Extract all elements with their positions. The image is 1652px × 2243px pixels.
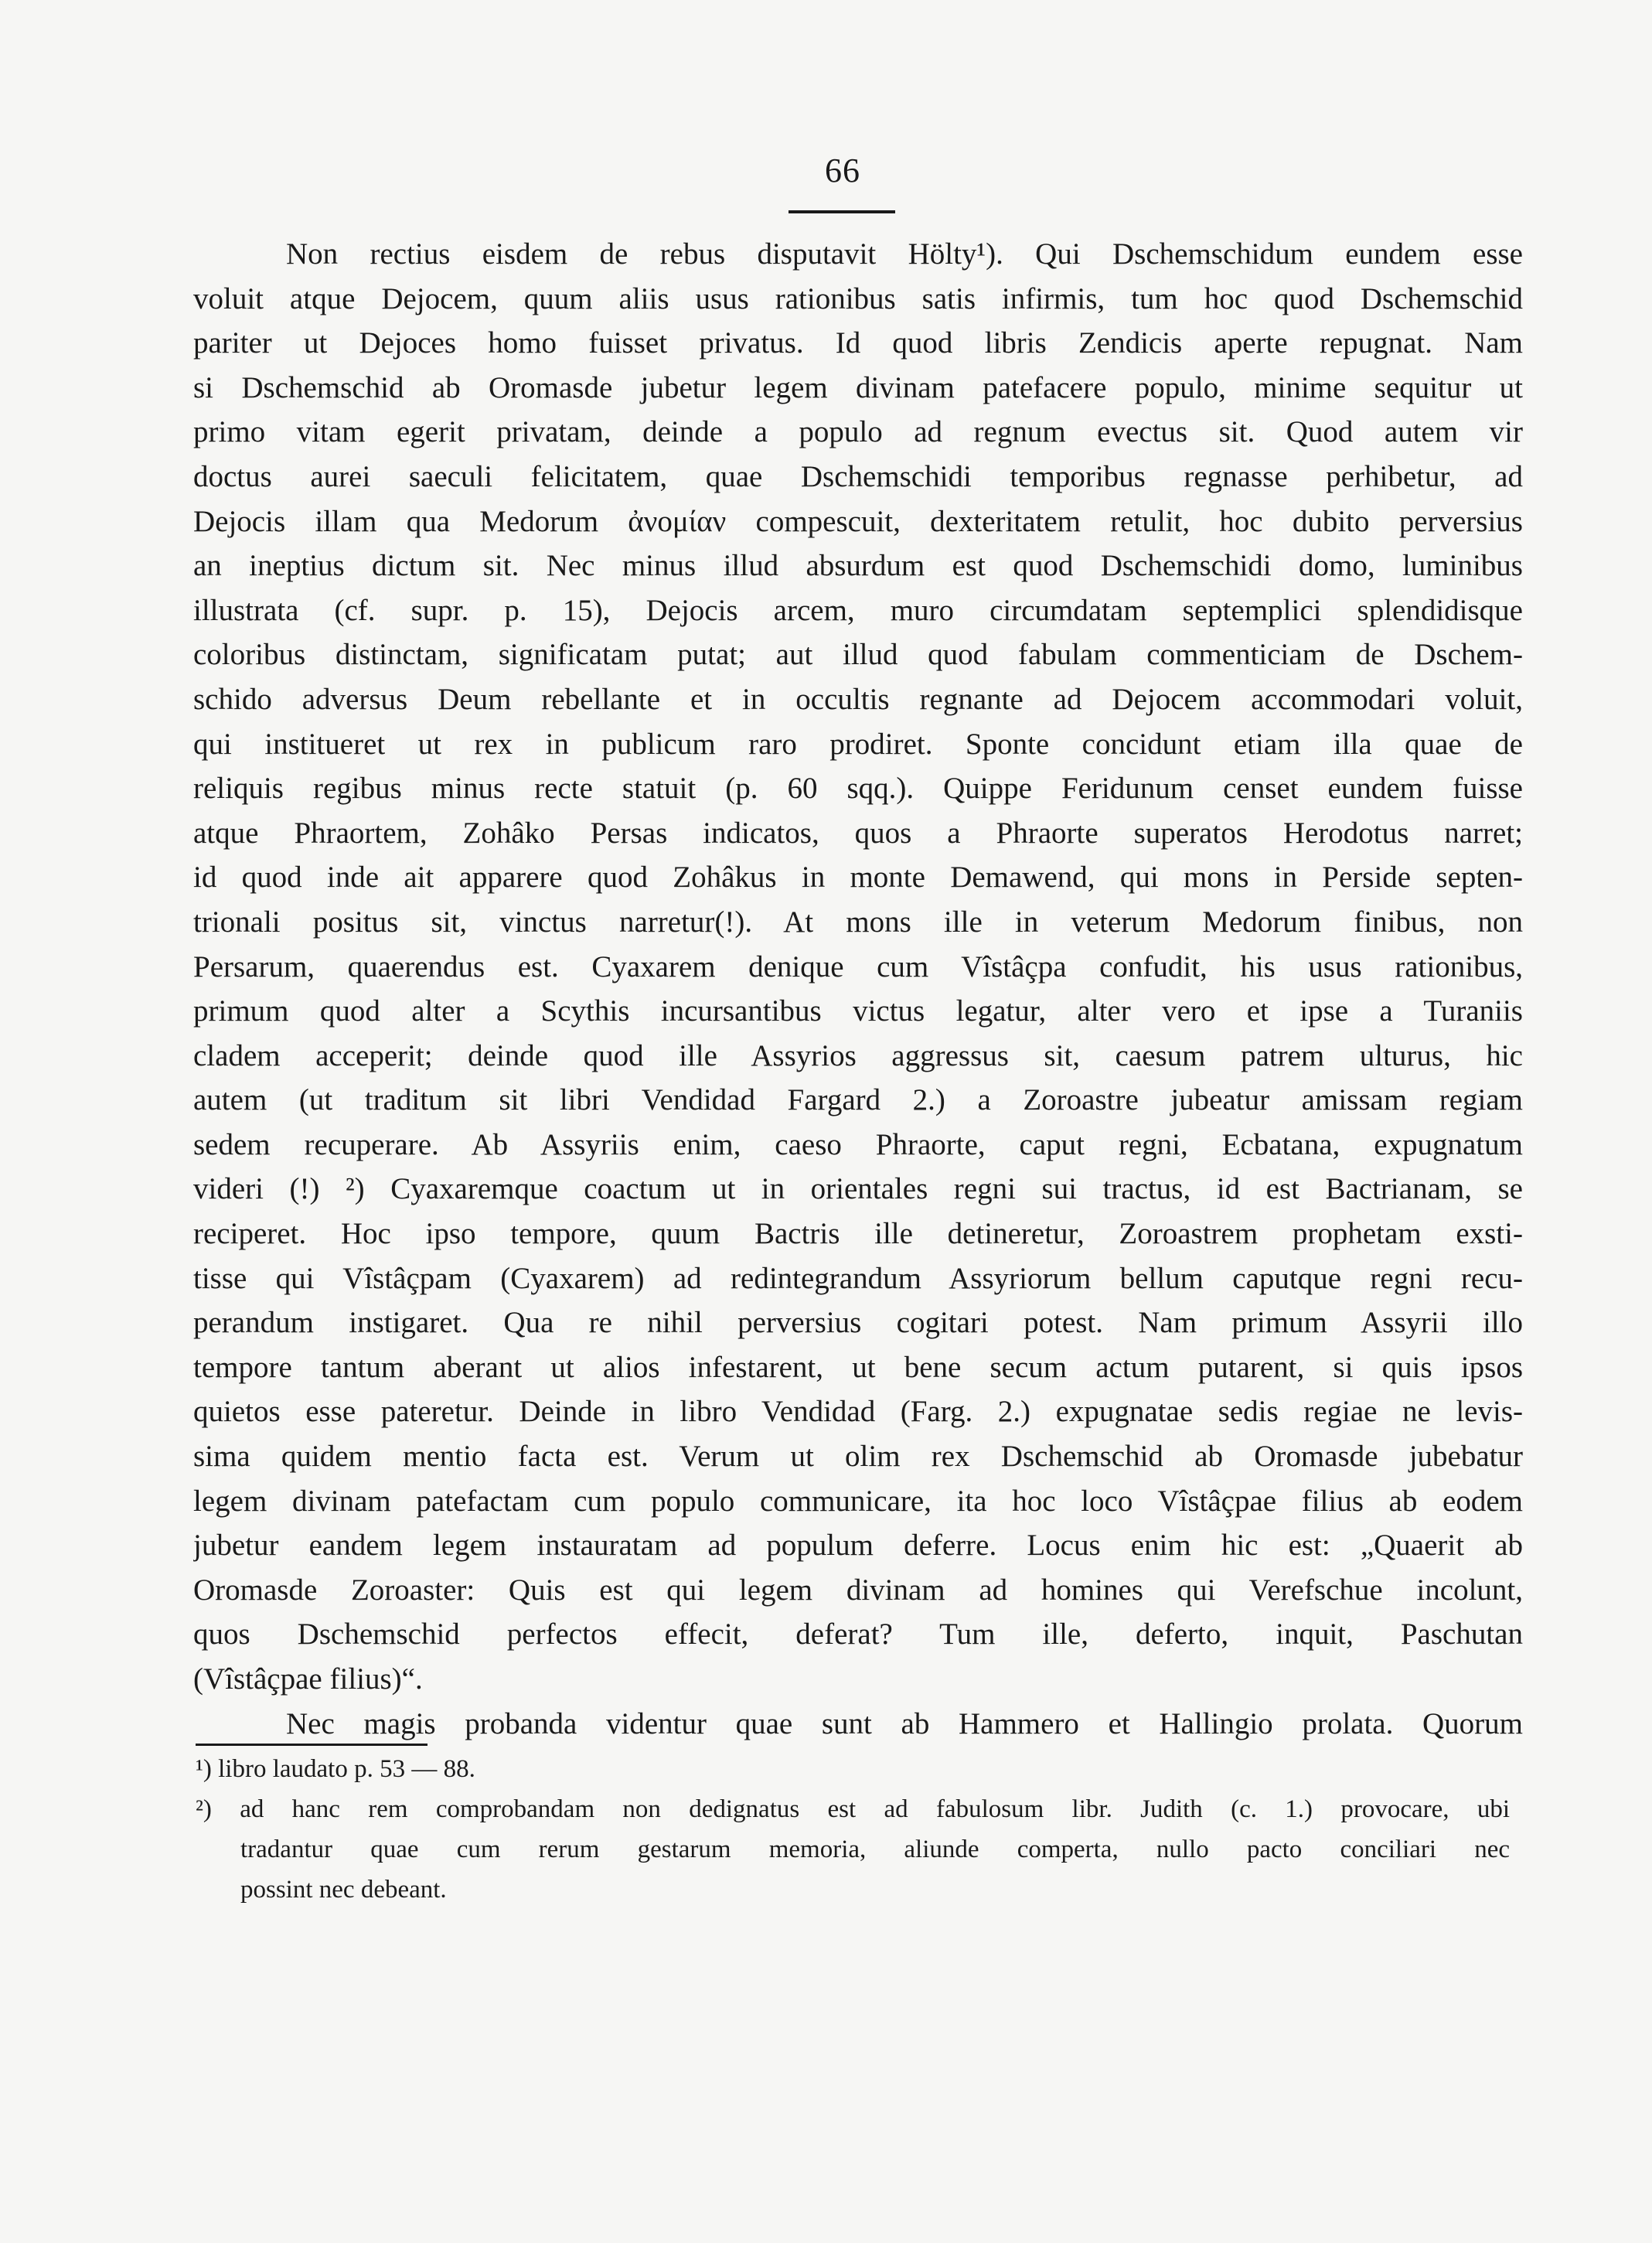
text-line: autem (ut traditum sit libri Vendidad Fargard 2.) a Zoroastre jubeatur amissam regiam [193,1083,1523,1117]
text-line: qui institueret ut rex in publicum raro prodiret. Sponte concidunt etiam illa quae de [193,727,1523,761]
body-text [193,232,1523,1746]
text-line: quietos esse pateretur. Deinde in libro Vendidad (Farg. 2.) expugnatae sedis regiae ne levis- [193,1395,1523,1429]
text-line: legem divinam patefactam cum populo communicare, ita hoc loco Vîstâçpae filius ab eodem [193,1484,1523,1518]
footnote-line: ¹) libro laudato p. 53 — 88. [196,1755,475,1783]
page-number: 66 [825,152,860,189]
text-line: reliquis regibus minus recte statuit (p. 60 sqq.). Quippe Feridunum censet eundem fuisse [193,772,1523,806]
text-line: si Dschemschid ab Oromasde jubetur legem divinam patefacere populo, minime sequitur ut [193,370,1523,404]
text-line: reciperet. Hoc ipso tempore, quum Bactris ille detineretur, Zoroastrem prophetam exsti- [193,1217,1523,1251]
text-line: atque Phraortem, Zohâko Persas indicatos, quos a Phraorte superatos Herodotus narret; [193,816,1523,850]
footnote-line: possint nec debeant. [240,1876,447,1904]
text-line: id quod inde ait apparere quod Zohâkus in monte Demawend, qui mons in Perside septen- [193,861,1523,895]
text-line: primum quod alter a Scythis incursantibus victus legatur, alter vero et ipse a Turaniis [193,994,1523,1028]
footnote-line: tradantur quae cum rerum gestarum memoria, aliunde comperta, nullo pacto conciliari nec [240,1836,1510,1863]
footnote-line: ²) ad hanc rem comprobandam non dedignatus est ad fabulosum libr. Judith (c. 1.) provocare, ubi [196,1795,1510,1823]
page-number-rule [789,210,895,213]
text-line: illustrata (cf. supr. p. 15), Dejocis arcem, muro circumdatam septemplici splendidisque [193,593,1523,627]
text-line: doctus aurei saeculi felicitatem, quae Dschemschidi temporibus regnasse perhibetur, ad [193,459,1523,493]
text-line: sedem recuperare. Ab Assyriis enim, caeso Phraorte, caput regni, Ecbatana, expugnatum [193,1127,1523,1161]
text-line: Non rectius eisdem de rebus disputavit Hölty¹). Qui Dschemschidum eundem esse [286,237,1523,271]
text-line: Nec magis probanda videntur quae sunt ab Hammero et Hallingio prolata. Quorum [286,1706,1523,1740]
text-line: Dejocis illam qua Medorum ἀνομίαν compescuit, dexteritatem retulit, hoc dubito perversius [193,504,1523,538]
text-line: tempore tantum aberant ut alios infestarent, ut bene secum actum putarent, si quis ipsos [193,1350,1523,1384]
text-line: sima quidem mentio facta est. Verum ut olim rex Dschemschid ab Oromasde jubebatur [193,1440,1523,1474]
text-line: tisse qui Vîstâçpam (Cyaxarem) ad redintegrandum Assyriorum bellum caputque regni recu- [193,1261,1523,1295]
text-line: videri (!) ²) Cyaxaremque coactum ut in orientales regni sui tractus, id est Bactrianam, se [193,1172,1523,1206]
text-line: coloribus distinctam, significatam putat; aut illud quod fabulam commenticiam de Dschem- [193,638,1523,672]
text-line: quos Dschemschid perfectos effecit, deferat? Tum ille, deferto, inquit, Paschutan [193,1617,1523,1652]
text-line: (Vîstâçpae filius)“. [193,1662,423,1696]
text-line: primo vitam egerit privatam, deinde a populo ad regnum evectus sit. Quod autem vir [193,415,1523,449]
text-line: voluit atque Dejocem, quum aliis usus rationibus satis infirmis, tum hoc quod Dschemschid [193,281,1523,315]
text-line: Persarum, quaerendus est. Cyaxarem denique cum Vîstâçpa confudit, his usus rationibus, [193,949,1523,983]
text-line: trionali positus sit, vinctus narretur(!). At mons ille in veterum Medorum finibus, non [193,905,1523,939]
text-line: cladem acceperit; deinde quod ille Assyrios aggressus sit, caesum patrem ulturus, hic [193,1038,1523,1072]
footnotes [196,1749,1510,1910]
text-line: jubetur eandem legem instauratam ad populum deferre. Locus enim hic est: „Quaerit ab [193,1529,1523,1563]
text-line: pariter ut Dejoces homo fuisset privatus. Id quod libris Zendicis aperte repugnat. Nam [193,326,1523,360]
text-line: an ineptius dictum sit. Nec minus illud absurdum est quod Dschemschidi domo, luminibus [193,549,1523,583]
text-line: perandum instigaret. Qua re nihil perversius cogitari potest. Nam primum Assyrii illo [193,1306,1523,1340]
text-line: Oromasde Zoroaster: Quis est qui legem divinam ad homines qui Verefschue incolunt, [193,1573,1523,1607]
footnote-rule [196,1744,427,1746]
text-line: schido adversus Deum rebellante et in occultis regnante ad Dejocem accommodari voluit, [193,682,1523,716]
